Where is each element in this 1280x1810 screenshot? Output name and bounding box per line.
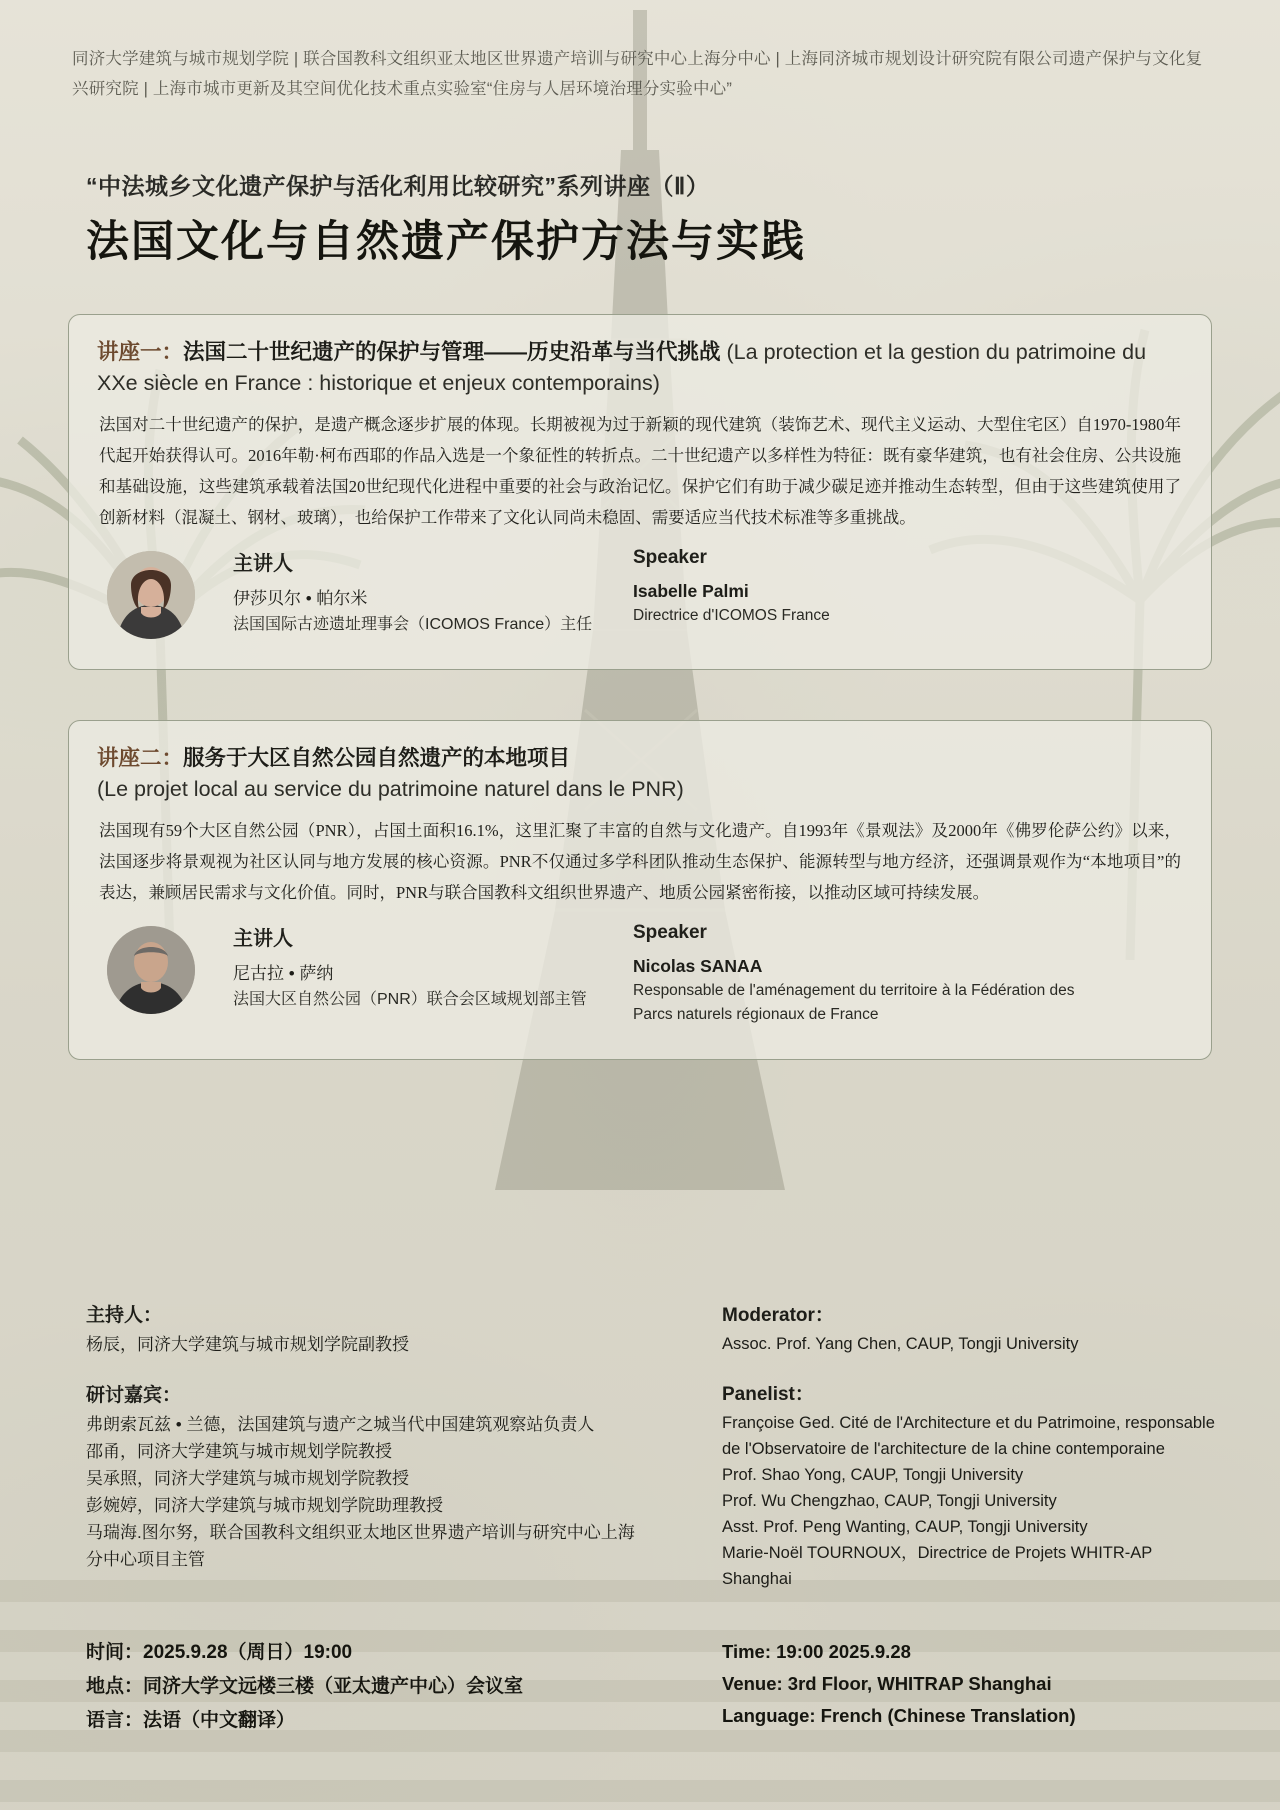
moderator-cn: 杨辰，同济大学建筑与城市规划学院副教授 <box>86 1335 409 1354</box>
panelist-cn: 弗朗索瓦兹 • 兰德，法国建筑与遗产之城当代中国建筑观察站负责人 <box>86 1415 595 1434</box>
speaker-name-en: Nicolas SANAA <box>633 956 763 976</box>
lecture-card-2 <box>68 720 1212 1060</box>
series-title: “中法城乡文化遗产保护与活化利用比较研究”系列讲座（Ⅱ） <box>86 173 710 199</box>
avatar <box>107 551 195 639</box>
moderator-en: Assoc. Prof. Yang Chen, CAUP, Tongji University <box>722 1335 1079 1353</box>
lecture-2-speaker-row <box>69 922 1211 1027</box>
panelist-en: Prof. Shao Yong, CAUP, Tongji University <box>722 1466 1024 1484</box>
lecture-2-heading <box>69 721 1211 805</box>
schedule-en <box>722 1636 1222 1732</box>
lecture-2-title-cn: 服务于大区自然公园自然遗产的本地项目 <box>183 746 571 770</box>
speaker-role-en: Directrice d'ICOMOS France <box>633 607 830 624</box>
lecture-card-1 <box>68 314 1212 670</box>
lecture-2-speaker-cn <box>233 922 633 1013</box>
speaker-heading-cn: 主讲人 <box>233 928 293 950</box>
moderator-label-cn: 主持人： <box>86 1305 163 1326</box>
panelist-label-cn: 研讨嘉宾： <box>86 1385 182 1406</box>
panelist-en: Prof. Wu Chengzhao, CAUP, Tongji University <box>722 1492 1057 1510</box>
speaker-heading-en: Speaker <box>633 922 707 943</box>
speaker-name-cn: 伊莎贝尔 • 帕尔米 <box>233 589 368 608</box>
language-cn: 语言：法语（中文翻译） <box>86 1710 296 1731</box>
speaker-role-cn: 法国大区自然公园（PNR）联合会区域规划部主管 <box>233 991 587 1008</box>
lecture-1-heading <box>69 315 1211 399</box>
schedule-cn <box>86 1636 646 1738</box>
lecture-1-abstract: 法国对二十世纪遗产的保护，是遗产概念逐步扩展的体现。长期被视为过于新颖的现代建筑（装饰艺术、现代主义运动、大型住宅区）自1970-1980年代起开始获得认可。2016年勒·柯布西耶的作品入选是一个象征性的转折点。二十世纪遗产以多样性为特征：既有豪华建筑，也有社会住房、公共设施和基础设施，这些建筑承载着法国20世纪现代化进程中重要的社会与政治记忆。保护它们有助于减少碳足迹并推动生态转型，但由于这些建筑使用了创新材料（混凝土、钢材、玻璃），也给保护工作带来了文化认同尚未稳固、需要适应当代技术标准等多重挑战。 <box>99 415 1181 527</box>
language-en: Language: French (Chinese Translation) <box>722 1705 1076 1726</box>
lecture-1-speaker-cn <box>233 547 633 638</box>
speaker-name-en: Isabelle Palmi <box>633 581 749 601</box>
speaker-portrait-1-image <box>107 551 195 639</box>
lecture-2-title-fr: (Le projet local au service du patrimoine naturel dans le PNR) <box>97 777 684 801</box>
panelist-en: Asst. Prof. Peng Wanting, CAUP, Tongji University <box>722 1518 1088 1536</box>
lecture-1-speaker-row <box>69 547 1211 639</box>
page-title: 法国文化与自然遗产保护方法与实践 <box>86 218 806 266</box>
venue-en: Venue: 3rd Floor, WHITRAP Shanghai <box>722 1673 1052 1694</box>
panelist-cn: 彭婉婷，同济大学建筑与城市规划学院助理教授 <box>86 1496 443 1515</box>
organizers-line: 同济大学建筑与城市规划学院 | 联合国教科文组织亚太地区世界遗产培训与研究中心上海分中心 | 上海同济城市规划设计研究院有限公司遗产保护与文化复兴研究院 | 上海市城市更新及其空间优化技术重点实验室“住房与人居环境治理分实验中心” <box>72 50 1203 98</box>
speaker-heading-en: Speaker <box>633 547 707 568</box>
speaker-name-cn: 尼古拉 • 萨纳 <box>233 964 334 983</box>
panelist-cn: 马瑞海.图尔努，联合国教科文组织亚太地区世界遗产培训与研究中心上海分中心项目主管 <box>86 1523 635 1569</box>
lecture-2-speaker-en <box>633 922 1093 1027</box>
time-cn: 时间：2025.9.28（周日）19:00 <box>86 1642 353 1663</box>
speaker-role-en: Responsable de l'aménagement du territoire à la Fédération des Parcs naturels régionaux de France <box>633 982 1075 1023</box>
avatar <box>107 926 195 1014</box>
panelist-cn: 吴承照，同济大学建筑与城市规划学院教授 <box>86 1469 409 1488</box>
speaker-heading-cn: 主讲人 <box>233 553 293 575</box>
moderator-label-en: Moderator： <box>722 1305 834 1326</box>
speaker-portrait-2-image <box>107 926 195 1014</box>
venue-cn: 地点：同济大学文远楼三楼（亚太遗产中心）会议室 <box>86 1676 524 1697</box>
lecture-2-abstract: 法国现有59个大区自然公园（PNR），占国土面积16.1%，这里汇聚了丰富的自然与文化遗产。自1993年《景观法》及2000年《佛罗伦萨公约》以来，法国逐步将景观视为社区认同与地方发展的核心资源。PNR不仅通过多学科团队推动生态保护、能源转型与地方经济，还强调景观作为“本地项目”的表达，兼顾居民需求与文化价值。同时，PNR与联合国教科文组织世界遗产、地质公园紧密衔接，以推动区域可持续发展。 <box>99 821 1181 902</box>
info-block-en <box>722 1300 1222 1592</box>
lecture-1-title-fr: (La protection et la gestion du patrimoine du XXe siècle en France : historique et enjeux contemporains) <box>97 340 1147 395</box>
time-en: Time: 19:00 2025.9.28 <box>722 1641 911 1662</box>
lecture-1-title-cn: 法国二十世纪遗产的保护与管理——历史沿革与当代挑战 <box>183 340 721 364</box>
lecture-1-speaker-en <box>633 547 1093 628</box>
lecture-1-label: 讲座一： <box>97 340 184 364</box>
lecture-2-label: 讲座二： <box>97 746 184 770</box>
speaker-role-cn: 法国国际古迹遗址理事会（ICOMOS France）主任 <box>233 616 593 633</box>
panelist-en: Françoise Ged. Cité de l'Architecture et du Patrimoine, responsable de l'Observatoire de l'architecture de la chine contemporaine <box>722 1414 1215 1458</box>
panelist-label-en: Panelist： <box>722 1384 814 1405</box>
panelist-en: Marie-Noël TOURNOUX，Directrice de Projets WHITR-AP Shanghai <box>722 1544 1152 1588</box>
info-block-cn <box>86 1300 646 1573</box>
panelist-cn: 邵甬，同济大学建筑与城市规划学院教授 <box>86 1442 392 1461</box>
